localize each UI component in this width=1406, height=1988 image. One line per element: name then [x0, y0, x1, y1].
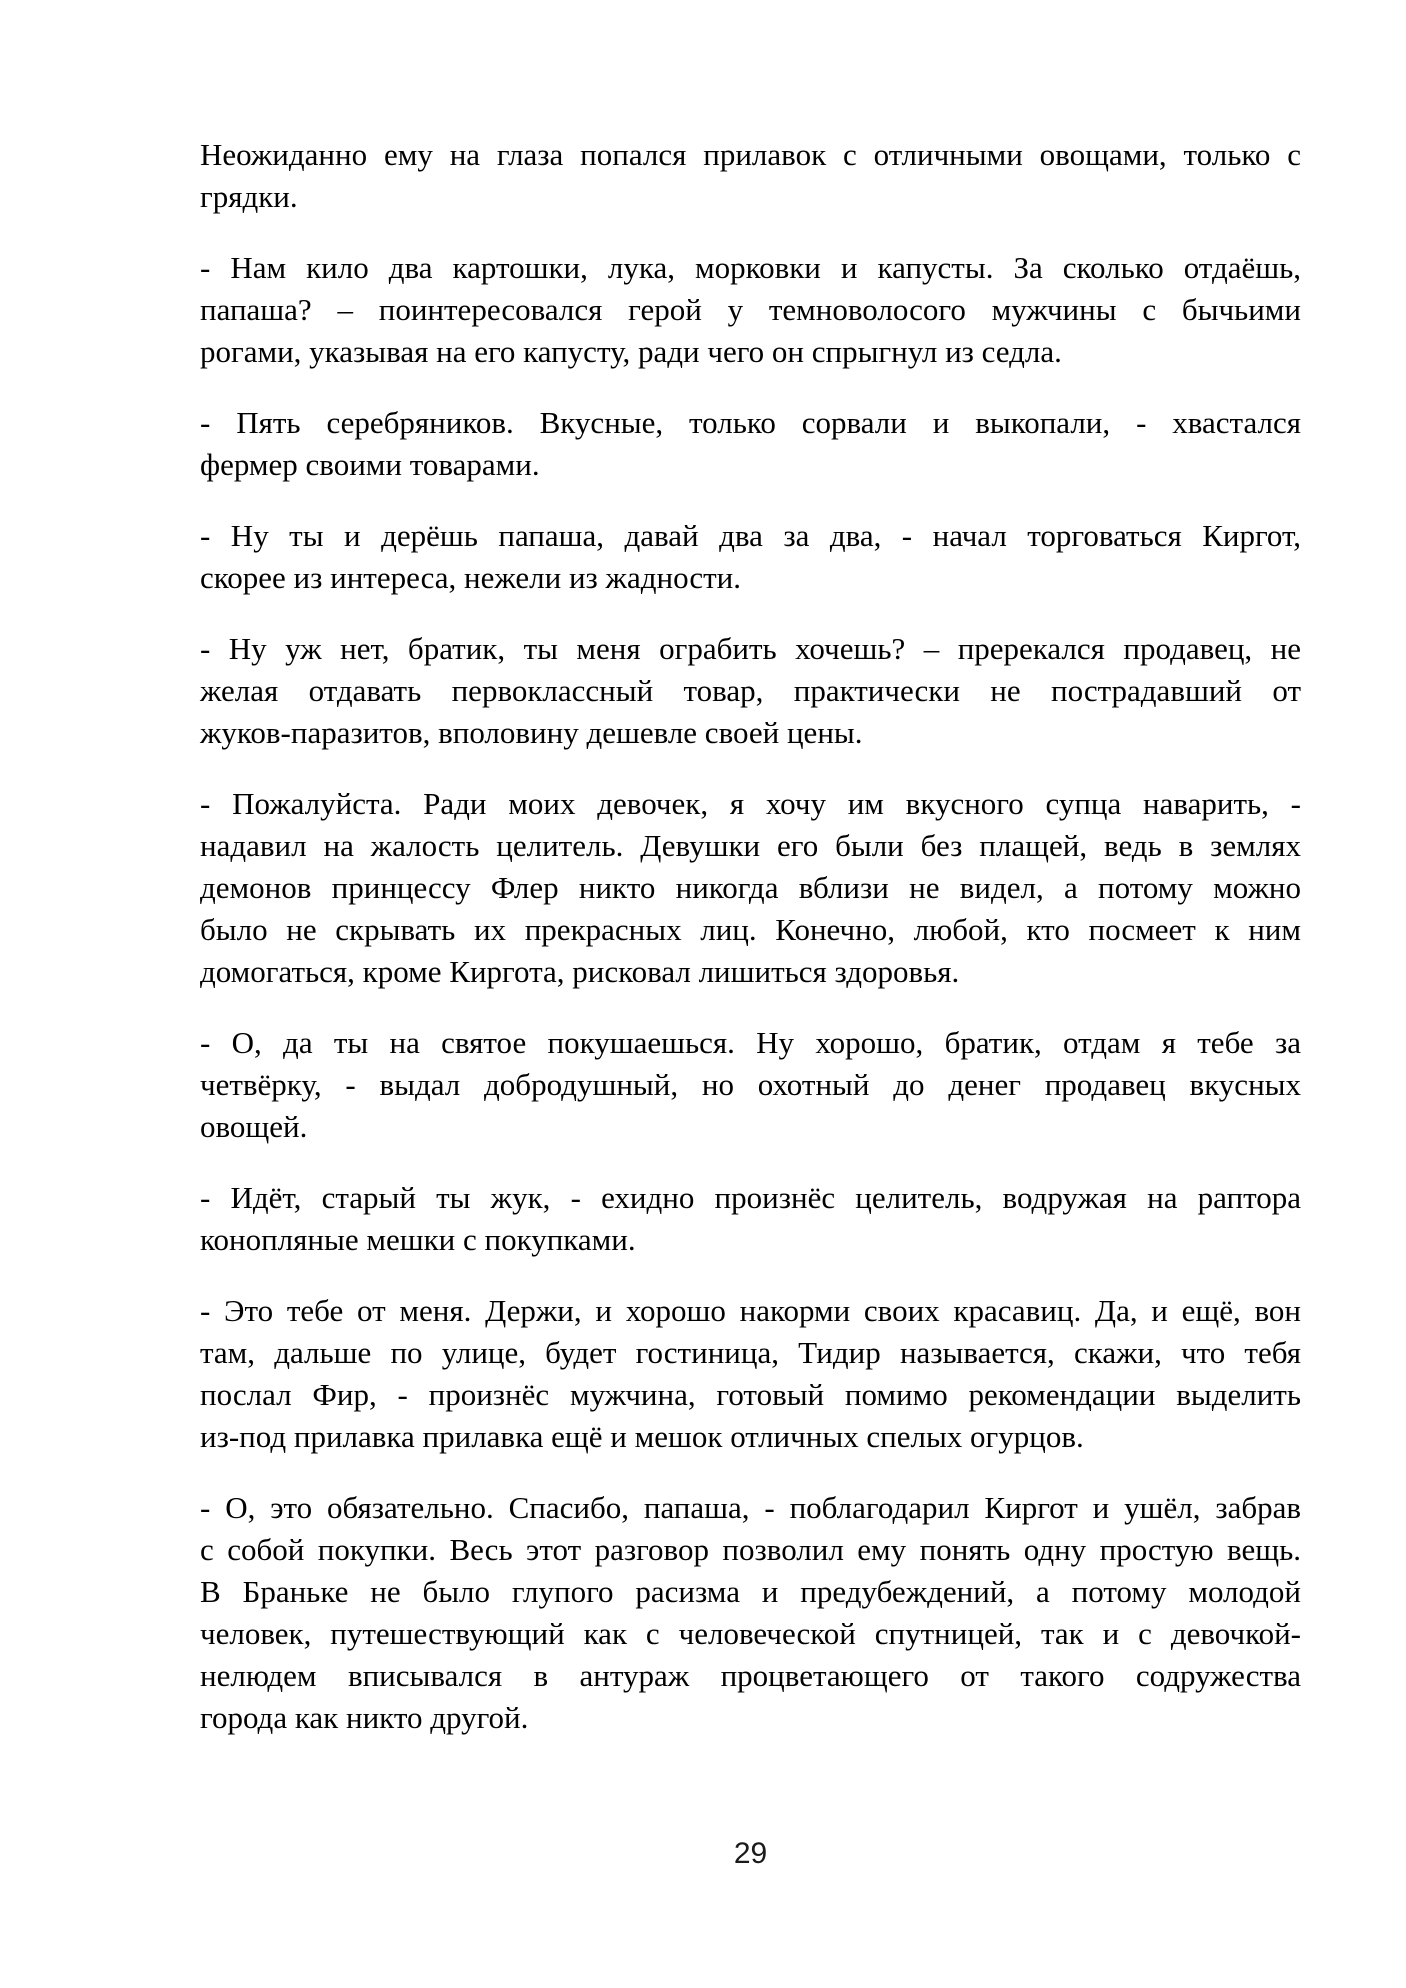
paragraph — [200, 247, 1301, 373]
paragraph-line: надавил на жалость целитель. Девушки его были без плащей, ведь в землях — [200, 828, 1301, 863]
paragraph-line: жуков-паразитов, вполовину дешевле своей цены. — [200, 715, 863, 750]
paragraph-line: - Это тебе от меня. Держи, и хорошо накорми своих красавиц. Да, и ещё, вон — [200, 1293, 1301, 1328]
paragraph-line: скорее из интереса, нежели из жадности. — [200, 560, 741, 595]
paragraph-line: - Пожалуйста. Ради моих девочек, я хочу им вкусного супца наварить, - — [200, 786, 1301, 821]
paragraph-line: желая отдавать первоклассный товар, практически не пострадавший от — [200, 673, 1301, 708]
paragraph — [200, 134, 1301, 218]
paragraph-line: Неожиданно ему на глаза попался прилавок с отличными овощами, только с — [200, 137, 1301, 172]
paragraph-line: рогами, указывая на его капусту, ради чего он спрыгнул из седла. — [200, 334, 1062, 369]
page-number: 29 — [733, 1837, 768, 1870]
paragraph-line: - Нам кило два картошки, лука, морковки и капусты. За сколько отдаёшь, — [200, 250, 1301, 285]
paragraph — [200, 515, 1301, 599]
paragraph-line: - Ну ты и дерёшь папаша, давай два за два, - начал торговаться Киргот, — [200, 518, 1301, 553]
paragraph-line: нелюдем вписывался в антураж процветающего от такого содружества — [200, 1658, 1301, 1693]
paragraph-line: человек, путешествующий как с человеческой спутницей, так и с девочкой- — [200, 1616, 1301, 1651]
paragraph-line: послал Фир, - произнёс мужчина, готовый помимо рекомендации выделить — [200, 1377, 1301, 1412]
paragraph-line: - Пять серебряников. Вкусные, только сорвали и выкопали, - хвастался — [200, 405, 1301, 440]
paragraph-line: города как никто другой. — [200, 1700, 529, 1735]
paragraph — [200, 402, 1301, 486]
paragraph-line: овощей. — [200, 1109, 308, 1144]
paragraph — [200, 783, 1301, 993]
paragraph — [200, 1177, 1301, 1261]
paragraph-line: - Ну уж нет, братик, ты меня ограбить хочешь? – пререкался продавец, не — [200, 631, 1301, 666]
paragraph — [200, 1022, 1301, 1148]
paragraph-line: В Браньке не было глупого расизма и предубеждений, а потому молодой — [200, 1574, 1301, 1609]
paragraph — [200, 628, 1301, 754]
paragraph-line: фермер своими товарами. — [200, 447, 540, 482]
paragraph — [200, 1290, 1301, 1458]
paragraph-line: было не скрывать их прекрасных лиц. Конечно, любой, кто посмеет к ним — [200, 912, 1301, 947]
paragraph-line: конопляные мешки с покупками. — [200, 1222, 636, 1257]
paragraph-line: - О, это обязательно. Спасибо, папаша, - поблагодарил Киргот и ушёл, забрав — [200, 1490, 1301, 1525]
paragraph-line: грядки. — [200, 179, 298, 214]
paragraph-line: - Идёт, старый ты жук, - ехидно произнёс целитель, водружая на раптора — [200, 1180, 1301, 1215]
page-footer — [200, 1836, 1301, 1872]
paragraph-line: папаша? – поинтересовался герой у темноволосого мужчины с бычьими — [200, 292, 1301, 327]
page-text — [200, 134, 1301, 1768]
paragraph-line: четвёрку, - выдал добродушный, но охотный до денег продавец вкусных — [200, 1067, 1301, 1102]
paragraph-line: там, дальше по улице, будет гостиница, Тидир называется, скажи, что тебя — [200, 1335, 1301, 1370]
paragraph-line: с собой покупки. Весь этот разговор позволил ему понять одну простую вещь. — [200, 1532, 1301, 1567]
paragraph-line: домогаться, кроме Киргота, рисковал лишиться здоровья. — [200, 954, 960, 989]
paragraph — [200, 1487, 1301, 1739]
paragraph-line: - О, да ты на святое покушаешься. Ну хорошо, братик, отдам я тебе за — [200, 1025, 1301, 1060]
paragraph-line: из-под прилавка прилавка ещё и мешок отличных спелых огурцов. — [200, 1419, 1084, 1454]
paragraph-line: демонов принцессу Флер никто никогда вблизи не видел, а потому можно — [200, 870, 1301, 905]
